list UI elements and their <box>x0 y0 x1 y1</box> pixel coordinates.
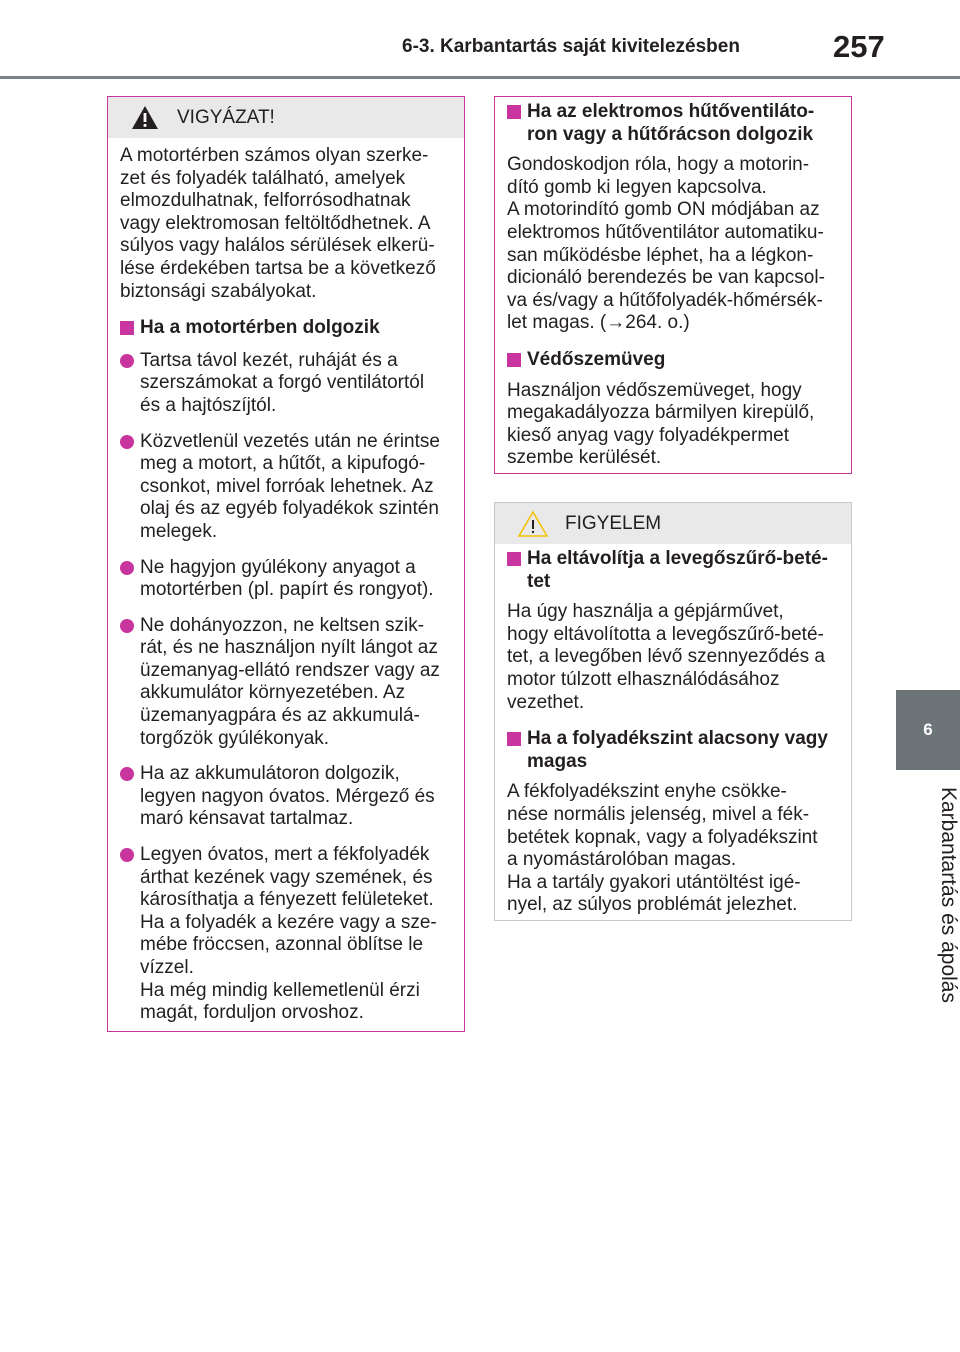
header-title: 6-3. Karbantartás saját kivitelezésben <box>402 36 740 57</box>
warning-header <box>108 97 464 138</box>
section-square-icon <box>507 353 521 367</box>
section-heading: Védőszemüveg <box>507 349 839 372</box>
section-square-icon <box>507 732 521 746</box>
notice-title: FIGYELEM <box>565 512 662 534</box>
caution-outline-triangle-icon <box>517 510 549 538</box>
warning-continuation-box <box>494 96 852 474</box>
warning-body <box>108 138 464 1035</box>
section-text: A fékfolyadékszint enyhe csökke- nése normális jelenség, mivel a fék- betétek kopnak, vagy a folyadékszint a nyomástárolóban magas. Ha a tartály gyakori utántöltést igé- nyel, az súlyos problémát jelezhet. <box>507 781 818 916</box>
section-heading: Ha eltávolítja a levegőszűrő-beté- tet <box>507 548 839 593</box>
warning-box <box>107 96 465 1032</box>
section-heading: Ha az elektromos hűtőventiláto- ron vagy a hűtőrácson dolgozik <box>507 101 839 146</box>
list-item: Közvetlenül vezetés után ne érintse meg a motort, a hűtőt, a kipufogó- csonkot, mivel forróak lehetnek. Az olaj és az egyéb folyadékok szintén melegek. <box>120 431 452 544</box>
bullet-dot-icon <box>120 848 134 862</box>
warning-section-heading: Ha a motortérben dolgozik <box>120 317 452 340</box>
bullet-dot-icon <box>120 767 134 781</box>
warning-triangle-icon <box>131 105 159 130</box>
section-square-icon <box>507 552 521 566</box>
section-square-icon <box>507 105 521 119</box>
chapter-label: Karbantartás és ápolás <box>937 787 960 1003</box>
notice-header <box>495 503 851 544</box>
section-text: Ha úgy használja a gépjárművet, hogy eltávolította a levegőszűrő-beté- tet, a levegőben lévő szennyeződés a motor túlzott elhasználódásához vezethet. <box>507 601 825 713</box>
list-item: Tartsa távol kezét, ruháját és a szerszámokat a forgó ventilátortól és a hajtószíjtól. <box>120 350 452 418</box>
section-heading: Ha a folyadékszint alacsony vagy magas <box>507 728 839 773</box>
section-text: Gondoskodjon róla, hogy a motorin- dító gomb ki legyen kapcsolva. A motorindító gomb ON módjában az elektromos hűtőventilátor automatiku- san működésbe léphet, ha a légkon- dicionáló berendezés be van kapcsol- va és/vagy a hűtőfolyadék-hőmérsék- let magas. (→264. o.) <box>507 154 825 334</box>
list-item: Ne hagyjon gyúlékony anyagot a motortérben (pl. papírt és rongyot). <box>120 557 452 602</box>
bullet-dot-icon <box>120 435 134 449</box>
page-number: 257 <box>833 29 885 64</box>
warning-intro: A motortérben számos olyan szerke- zet és folyadék található, amelyek elmozdulhatnak, felforrósodhatnak vagy elektromosan feltöltődhetnek. A súlyos vagy halálos sérülések elkerü- lése érdekében tartsa be a következő biztonsági szabályokat. <box>120 145 436 302</box>
list-item: Ne dohányozzon, ne keltsen szik- rát, és ne használjon nyílt lángot az üzemanyag-ellátó rendszer vagy az akkumulátor környezetében. Az üzemanyagpára és az akkumulá- torgőzök gyúlékonyak. <box>120 615 452 751</box>
bullet-dot-icon <box>120 619 134 633</box>
chapter-tab[interactable]: 6 <box>896 690 960 770</box>
section-square-icon <box>120 321 134 335</box>
warning-title: VIGYÁZAT! <box>177 106 275 128</box>
section-text: Használjon védőszemüveget, hogy megakadályozza bármilyen kirepülő, kieső anyag vagy folyadékpermet szembe kerülését. <box>507 379 815 469</box>
bullet-dot-icon <box>120 354 134 368</box>
list-item: Legyen óvatos, mert a fékfolyadék árthat kezének vagy szemének, és károsíthatja a fényezett felületeket. Ha a folyadék a kezére vagy a sze- mébe fröccsen, azonnal öblítse le vízzel. Ha még mindig kellemetlenül érzi magát, forduljon orvoshoz. <box>120 844 452 1025</box>
list-item: Ha az akkumulátoron dolgozik, legyen nagyon óvatos. Mérgező és maró kénsavat tartalmaz. <box>120 763 452 831</box>
bullet-dot-icon <box>120 561 134 575</box>
notice-box <box>494 502 852 921</box>
header-rule <box>0 76 960 79</box>
